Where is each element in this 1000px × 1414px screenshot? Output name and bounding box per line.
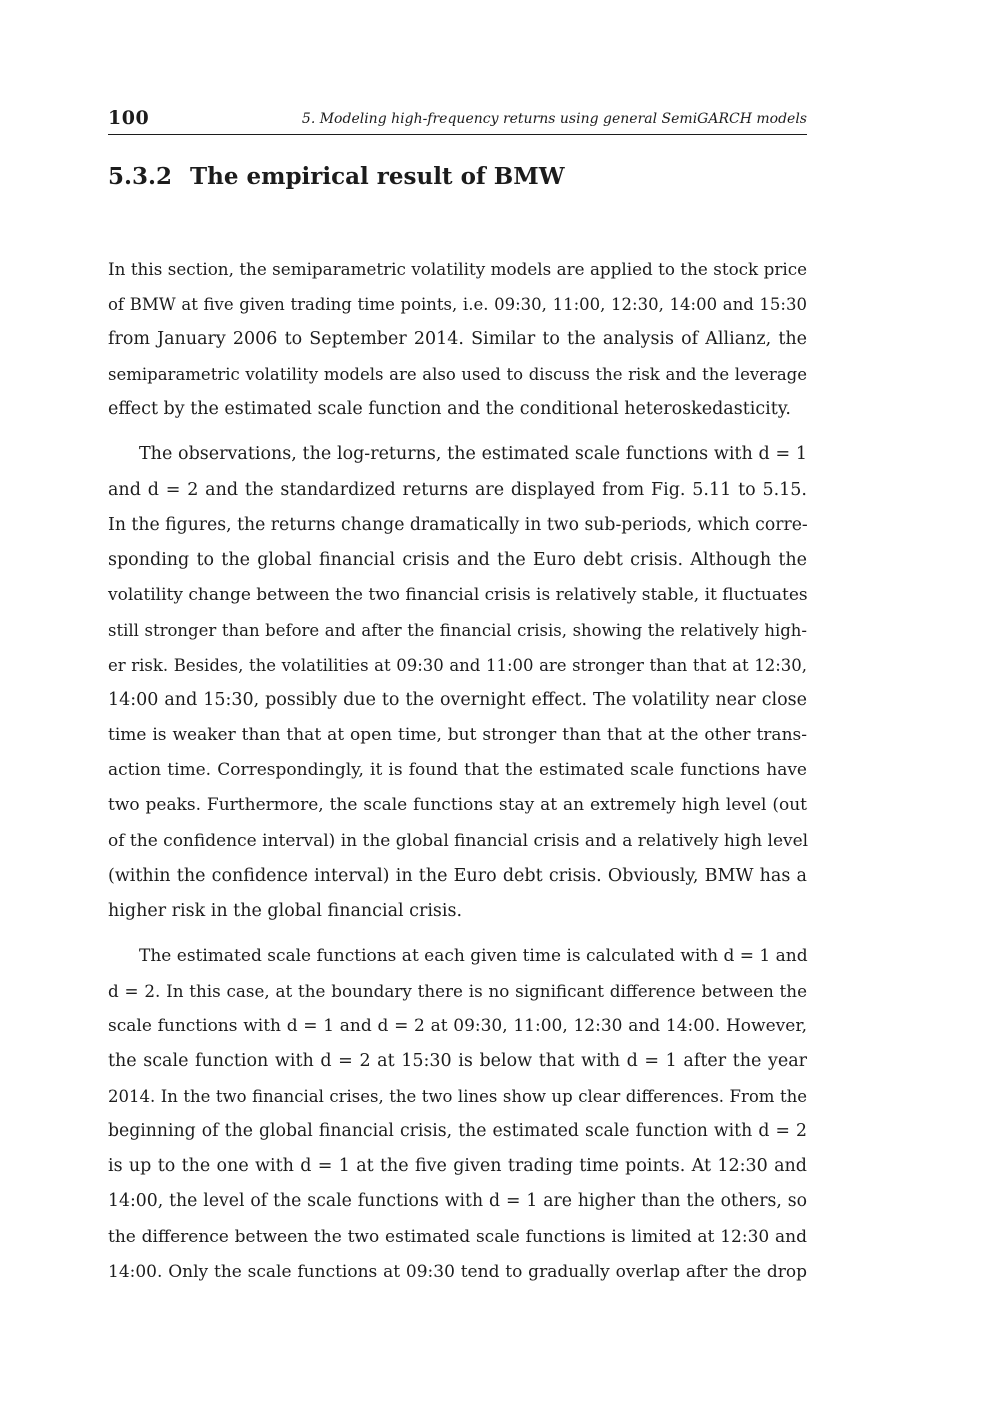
- text-line: (within the confidence interval) in the Euro debt crisis. Obviously, BMW has a: [108, 865, 807, 886]
- text-line: The estimated scale functions at each given time is calculated with d = 1 and: [139, 945, 808, 966]
- text-line: time is weaker than that at open time, but stronger than that at the other trans-: [108, 725, 807, 746]
- text-line: sponding to the global financial crisis and the Euro debt crisis. Although the: [108, 549, 807, 570]
- text-line: effect by the estimated scale function and the conditional heteroskedasticity.: [108, 399, 791, 420]
- text-line: is up to the one with d = 1 at the five given trading time points. At 12:30 and: [108, 1156, 807, 1177]
- text-line: 14:00 and 15:30, possibly due to the overnight effect. The volatility near close: [108, 690, 807, 711]
- section-number: 5.3.2: [108, 163, 173, 190]
- text-line: still stronger than before and after the financial crisis, showing the relatively high-: [108, 620, 807, 640]
- text-line: In this section, the semiparametric volatility models are applied to the stock price: [108, 259, 807, 279]
- text-line: 2014. In the two financial crises, the two lines show up clear differences. From the: [108, 1087, 807, 1107]
- text-line: scale functions with d = 1 and d = 2 at 09:30, 11:00, 12:30 and 14:00. However,: [108, 1015, 807, 1036]
- text-line: of BMW at five given trading time points, i.e. 09:30, 11:00, 12:30, 14:00 and 15:30: [108, 295, 807, 315]
- text-line: er risk. Besides, the volatilities at 09:30 and 11:00 are stronger than that at 12:30,: [108, 656, 807, 676]
- text-line: from January 2006 to September 2014. Similar to the analysis of Allianz, the: [108, 329, 807, 350]
- section-title: The empirical result of BMW: [190, 163, 565, 190]
- text-line: beginning of the global financial crisis, the estimated scale function with d = 2: [108, 1121, 807, 1142]
- text-line: and d = 2 and the standardized returns are displayed from Fig. 5.11 to 5.15.: [108, 479, 807, 500]
- text-line: the scale function with d = 2 at 15:30 is below that with d = 1 after the year: [108, 1051, 807, 1072]
- running-header: [108, 104, 807, 135]
- text-line: the difference between the two estimated scale functions is limited at 12:30 and: [108, 1226, 807, 1247]
- chapter-title: 5. Modeling high-frequency returns using general SemiGARCH models: [301, 111, 807, 127]
- text-line: The observations, the log-returns, the estimated scale functions with d = 1: [139, 444, 807, 465]
- text-line: of the confidence interval) in the global financial crisis and a relatively high level: [108, 830, 809, 851]
- section-heading: [108, 163, 565, 190]
- text-line: semiparametric volatility models are also used to discuss the risk and the leverage: [108, 365, 807, 385]
- paragraph: [108, 939, 807, 1290]
- text-line: two peaks. Furthermore, the scale functions stay at an extremely high level (out: [108, 795, 807, 816]
- paragraph: [108, 252, 807, 427]
- text-line: volatility change between the two financial crisis is relatively stable, it fluctuates: [108, 584, 808, 605]
- text-line: d = 2. In this case, at the boundary there is no significant difference between the: [108, 980, 807, 1001]
- text-line: 14:00, the level of the scale functions with d = 1 are higher than the others, so: [108, 1191, 807, 1212]
- page-number: 100: [108, 107, 150, 129]
- paragraph: [108, 437, 807, 928]
- text-line: 14:00. Only the scale functions at 09:30 tend to gradually overlap after the drop: [108, 1261, 807, 1282]
- text-line: higher risk in the global financial crisis.: [108, 900, 463, 921]
- body-text: [108, 252, 807, 1300]
- text-line: In the figures, the returns change dramatically in two sub-periods, which corre-: [108, 514, 808, 535]
- text-line: action time. Correspondingly, it is found that the estimated scale functions have: [108, 760, 807, 781]
